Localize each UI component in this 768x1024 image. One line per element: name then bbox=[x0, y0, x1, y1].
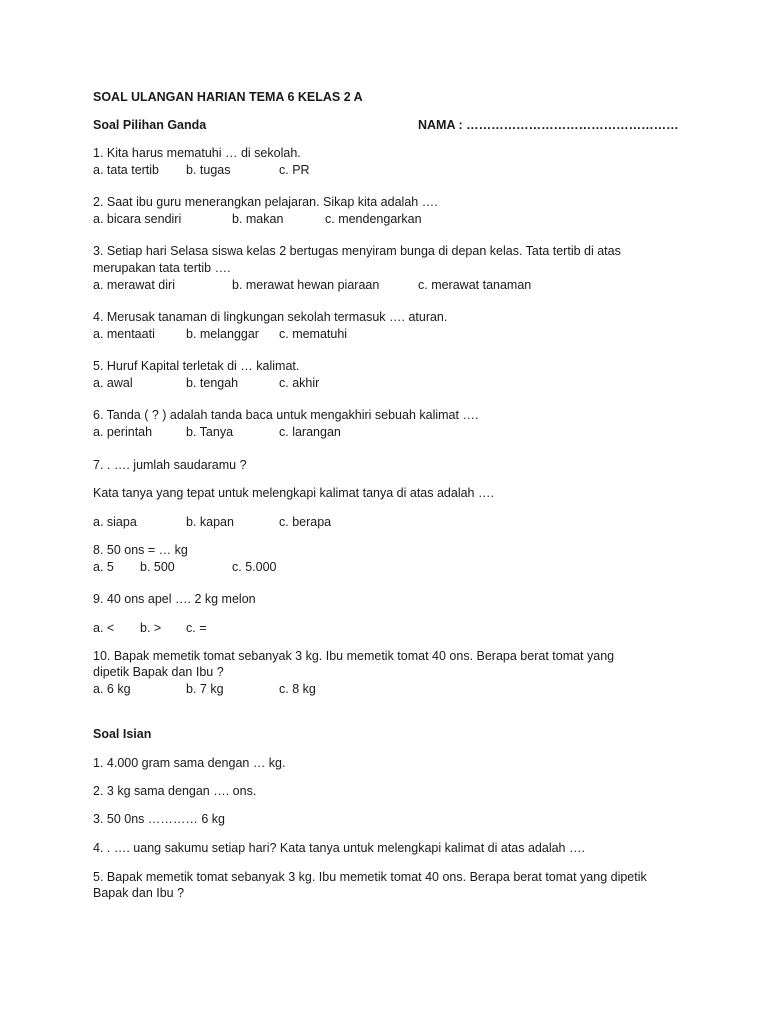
option-10b: b. 7 kg bbox=[186, 682, 224, 696]
isian-3: 3. 50 0ns ………… 6 kg bbox=[93, 812, 226, 826]
option-2b: b. makan bbox=[232, 212, 284, 226]
section-heading-pilihan-ganda: Soal Pilihan Ganda bbox=[93, 118, 207, 132]
isian-2: 2. 3 kg sama dengan …. ons. bbox=[93, 784, 257, 798]
question-3-line-1: 3. Setiap hari Selasa siswa kelas 2 bertugas menyiram bunga di depan kelas. Tata tertib di atas bbox=[93, 244, 621, 258]
option-7c: c. berapa bbox=[279, 515, 332, 529]
option-1c: c. PR bbox=[279, 163, 310, 177]
isian-1: 1. 4.000 gram sama dengan … kg. bbox=[93, 756, 286, 770]
option-4a: a. mentaati bbox=[93, 327, 155, 341]
question-10-line-1: 10. Bapak memetik tomat sebanyak 3 kg. Ibu memetik tomat 40 ons. Berapa berat tomat yang bbox=[93, 649, 615, 663]
option-10a: a. 6 kg bbox=[93, 682, 131, 696]
question-6: 6. Tanda ( ? ) adalah tanda baca untuk mengakhiri sebuah kalimat …. bbox=[93, 408, 479, 422]
option-2a: a. bicara sendiri bbox=[93, 212, 182, 226]
option-5c: c. akhir bbox=[279, 376, 320, 390]
option-2c: c. mendengarkan bbox=[325, 212, 422, 226]
question-7-note: Kata tanya yang tepat untuk melengkapi kalimat tanya di atas adalah …. bbox=[93, 486, 494, 500]
isian-5-line-2: Bapak dan Ibu ? bbox=[93, 886, 185, 900]
option-6b: b. Tanya bbox=[186, 425, 234, 439]
isian-4: 4. . …. uang sakumu setiap hari? Kata tanya untuk melengkapi kalimat di atas adalah …. bbox=[93, 841, 585, 855]
option-9b: b. > bbox=[140, 621, 162, 635]
option-3c: c. merawat tanaman bbox=[418, 278, 532, 292]
question-10-line-2: dipetik Bapak dan Ibu ? bbox=[93, 665, 224, 679]
question-2: 2. Saat ibu guru menerangkan pelajaran. Sikap kita adalah …. bbox=[93, 195, 438, 209]
option-10c: c. 8 kg bbox=[279, 682, 316, 696]
question-1: 1. Kita harus mematuhi … di sekolah. bbox=[93, 146, 301, 160]
option-9c: c. = bbox=[186, 621, 207, 635]
option-5a: a. awal bbox=[93, 376, 133, 390]
option-6a: a. perintah bbox=[93, 425, 153, 439]
question-3-line-2: merupakan tata tertib …. bbox=[93, 261, 231, 275]
question-9: 9. 40 ons apel …. 2 kg melon bbox=[93, 592, 256, 606]
name-field-label: NAMA : …………………………………………… bbox=[418, 118, 679, 132]
section-heading-isian: Soal Isian bbox=[93, 727, 152, 741]
option-7a: a. siapa bbox=[93, 515, 137, 529]
option-5b: b. tengah bbox=[186, 376, 239, 390]
option-3b: b. merawat hewan piaraan bbox=[232, 278, 380, 292]
question-4: 4. Merusak tanaman di lingkungan sekolah termasuk …. aturan. bbox=[93, 310, 448, 324]
option-8a: a. 5 bbox=[93, 560, 114, 574]
option-4b: b. melanggar bbox=[186, 327, 259, 341]
option-8c: c. 5.000 bbox=[232, 560, 277, 574]
question-7: 7. . …. jumlah saudaramu ? bbox=[93, 458, 247, 472]
option-3a: a. merawat diri bbox=[93, 278, 175, 292]
option-4c: c. mematuhi bbox=[279, 327, 348, 341]
option-7b: b. kapan bbox=[186, 515, 234, 529]
page-title: SOAL ULANGAN HARIAN TEMA 6 KELAS 2 A bbox=[93, 90, 363, 104]
option-1a: a. tata tertib bbox=[93, 163, 160, 177]
option-8b: b. 500 bbox=[140, 560, 175, 574]
option-6c: c. larangan bbox=[279, 425, 341, 439]
question-5: 5. Huruf Kapital terletak di … kalimat. bbox=[93, 359, 300, 373]
option-9a: a. < bbox=[93, 621, 115, 635]
question-8: 8. 50 ons = … kg bbox=[93, 543, 188, 557]
isian-5-line-1: 5. Bapak memetik tomat sebanyak 3 kg. Ibu memetik tomat 40 ons. Berapa berat tomat yang dipetik bbox=[93, 870, 647, 884]
option-1b: b. tugas bbox=[186, 163, 231, 177]
